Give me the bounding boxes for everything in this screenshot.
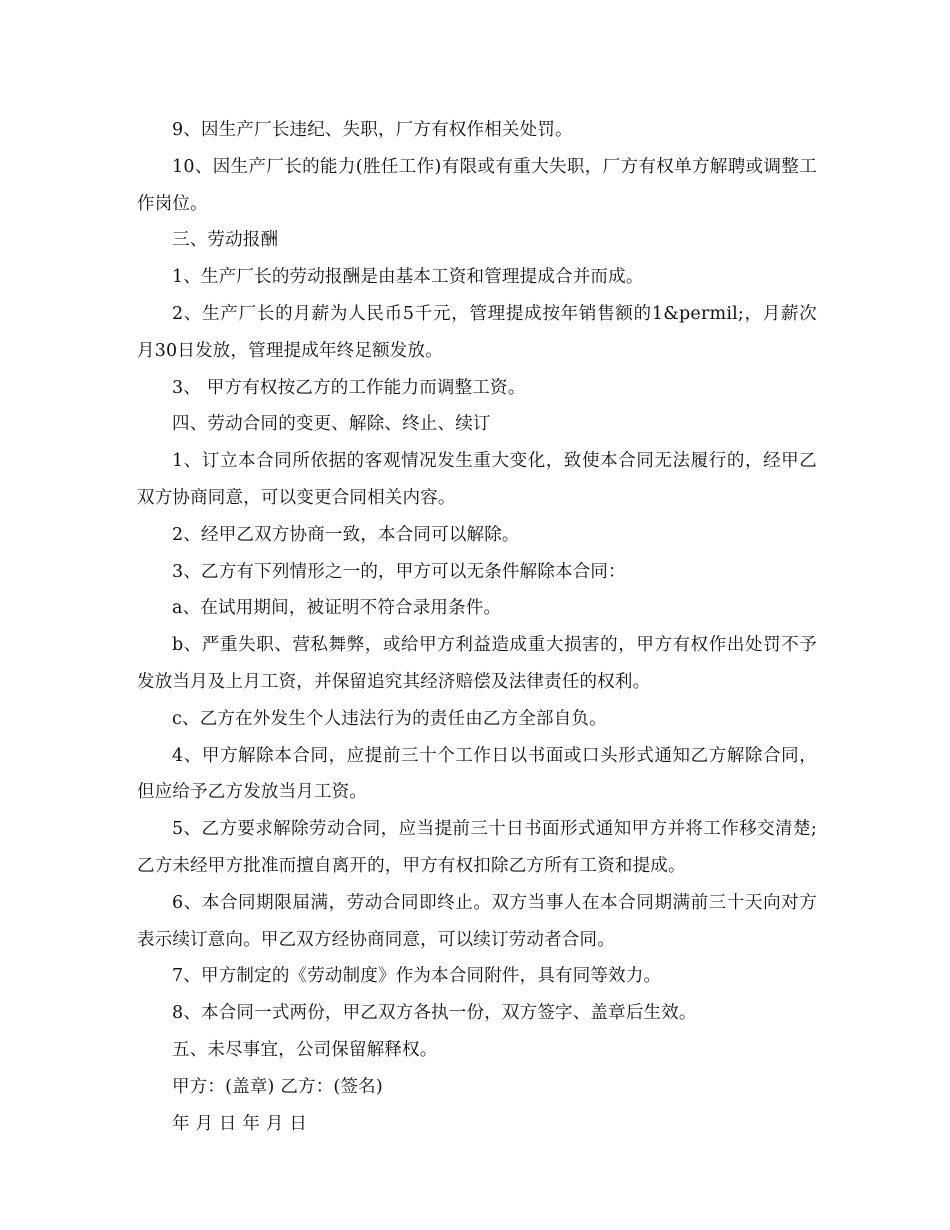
section-3-heading: 三、劳动报酬	[172, 230, 279, 251]
pay-clause-1: 1、生产厂长的劳动报酬是由基本工资和管理提成合并而成。	[172, 267, 644, 288]
clause-10-dismissal: 10、因生产厂长的能力(胜任工作)有限或有重大失职，厂方有权单方解聘或调整工作岗位。	[137, 156, 817, 214]
contract-clause-1: 1、订立本合同所依据的客观情况发生重大变化，致使本合同无法履行的，经甲乙双方协商同意，可以变更合同相关内容。	[137, 451, 817, 508]
contract-clause-3c: c、乙方在外发生个人违法行为的责任由乙方全部自负。	[172, 708, 607, 729]
contract-clause-4: 4、甲方解除本合同，应提前三十个工作日以书面或口头形式通知乙方解除合同，但应给予乙方发放当月工资。	[137, 745, 817, 803]
pay-clause-2: 2、生产厂长的月薪为人民币5千元，管理提成按年销售额的1&permil;，月薪次月30日发放，管理提成年终足额发放。	[137, 303, 817, 361]
contract-clause-7: 7、甲方制定的《劳动制度》作为本合同附件，具有同等效力。	[172, 966, 662, 987]
contract-clause-3: 3、乙方有下列情形之一的，甲方可以无条件解除本合同：	[172, 561, 626, 582]
contract-clause-5: 5、乙方要求解除劳动合同，应当提前三十日书面形式通知甲方并将工作移交清楚;乙方未经甲方批准而擅自离开的，甲方有权扣除乙方所有工资和提成。	[137, 819, 817, 876]
contract-clause-3a: a、在试用期间，被证明不符合录用条件。	[172, 598, 502, 619]
date-line: 年 月 日 年 月 日	[172, 1113, 308, 1134]
contract-clause-2: 2、经甲乙双方协商一致，本合同可以解除。	[172, 524, 520, 545]
pay-clause-3: 3、 甲方有权按乙方的工作能力而调整工资。	[172, 377, 526, 398]
contract-clause-8: 8、本合同一式两份，甲乙双方各执一份，双方签字、盖章后生效。	[172, 1003, 697, 1024]
clause-9-discipline: 9、因生产厂长违纪、失职，厂方有权作相关处罚。	[172, 120, 573, 140]
contract-clause-3b: b、严重失职、营私舞弊，或给甲方利益造成重大损害的，甲方有权作出处罚不予发放当月及上月工资，并保留追究其经济赔偿及法律责任的权利。	[137, 635, 817, 692]
contract-clause-6: 6、本合同期限届满，劳动合同即终止。双方当事人在本合同期满前三十天向对方表示续订意向。甲乙双方经协商同意，可以续订劳动者合同。	[137, 892, 817, 950]
contract-body	[137, 112, 817, 1142]
section-5-heading: 五、未尽事宜，公司保留解释权。	[172, 1039, 438, 1060]
section-4-heading: 四、劳动合同的变更、解除、终止、续订	[172, 414, 491, 435]
signature-line: 甲方：(盖章) 乙方：(签名)	[172, 1076, 383, 1097]
